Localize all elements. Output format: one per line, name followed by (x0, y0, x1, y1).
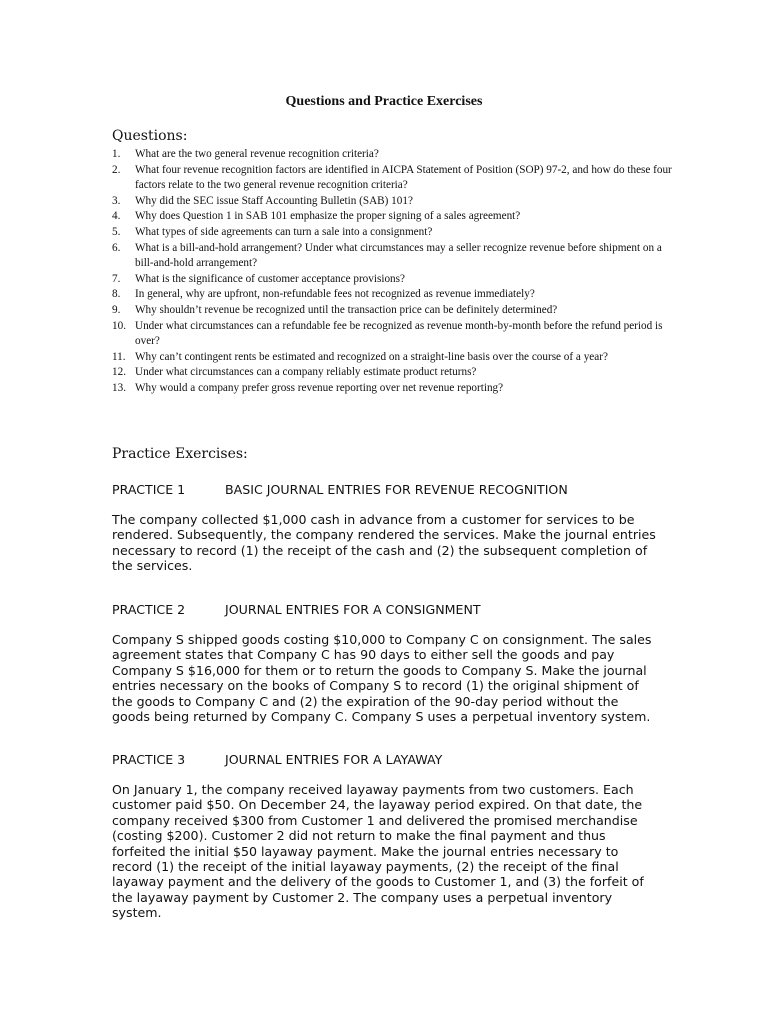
question-number: 3. (112, 194, 121, 207)
question-item (112, 287, 672, 303)
question-item (112, 303, 672, 319)
question-item (112, 350, 672, 366)
question-text: Under what circumstances can a company reliably estimate product returns? (135, 366, 477, 379)
practice-exercises-heading: Practice Exercises: (112, 446, 248, 462)
question-number: 11. (112, 350, 126, 363)
question-text: What types of side agreements can turn a sale into a consignment? (135, 225, 433, 238)
question-number: 9. (112, 303, 121, 316)
question-number: 4. (112, 210, 121, 223)
practice-label: PRACTICE 3 (112, 752, 186, 767)
question-number: 6. (112, 241, 121, 254)
practice-label: PRACTICE 2 (112, 602, 186, 617)
question-item (112, 163, 672, 194)
question-text: Why can’t contingent rents be estimated and recognized on a straight-line basis over the course of a year? (135, 350, 608, 363)
practice-title: JOURNAL ENTRIES FOR A LAYAWAY (225, 752, 443, 767)
question-text: In general, why are upfront, non-refundable fees not recognized as revenue immediately? (135, 288, 535, 301)
question-text: Under what circumstances can a refundable fee be recognized as revenue month-by-month before the refund period is over? (135, 319, 663, 348)
question-item (112, 194, 672, 210)
page-title: Questions and Practice Exercises (285, 94, 483, 109)
question-item (112, 381, 672, 397)
question-number: 7. (112, 272, 121, 285)
practice-label: PRACTICE 1 (112, 482, 186, 497)
practice-2-heading (112, 602, 481, 617)
question-text: Why does Question 1 in SAB 101 emphasize the proper signing of a sales agreement? (135, 210, 521, 223)
question-item (112, 365, 672, 381)
practice-title: JOURNAL ENTRIES FOR A CONSIGNMENT (225, 602, 481, 617)
practice-1-body: The company collected $1,000 cash in advance from a customer for services to be rendered. Subsequently, the company rendered the services. Make the journal entries necessary to record (1) the receipt of the cash and (2) the subsequent completion of the services. (112, 512, 656, 574)
question-item (112, 209, 672, 225)
question-number: 10. (112, 319, 126, 332)
practice-3-body: On January 1, the company received layaway payments from two customers. Each customer paid $50. On December 24, the layaway period expired. On that date, the company received $300 from Customer 1 and delivered the promised merchandise (costing $200). Customer 2 did not return to make the final payment and thus forfeited the initial $50 layaway payment. Make the journal entries necessary to record (1) the receipt of the initial layaway payments, (2) the receipt of the final layaway payment and the delivery of the goods to Customer 1, and (3) the forfeit of the layaway payment by Customer 2. The company uses a perpetual inventory system. (112, 782, 644, 921)
question-item (112, 225, 672, 241)
question-text: Why did the SEC issue Staff Accounting Bulletin (SAB) 101? (135, 194, 413, 207)
practice-1-heading (112, 482, 568, 497)
question-text: What is a bill-and-hold arrangement? Under what circumstances may a seller recognize revenue before shipment on a bill-and-hold arrangement? (135, 241, 662, 270)
question-number: 1. (112, 148, 121, 160)
practice-3-heading (112, 752, 442, 767)
question-item (112, 319, 672, 350)
question-text: Why shouldn’t revenue be recognized until the transaction price can be definitely determined? (135, 303, 558, 316)
questions-list (112, 147, 672, 397)
question-number: 2. (112, 163, 121, 176)
question-item (112, 272, 672, 288)
question-number: 13. (112, 381, 126, 394)
question-text: Why would a company prefer gross revenue reporting over net revenue reporting? (135, 381, 504, 394)
practice-2-body: Company S shipped goods costing $10,000 to Company C on consignment. The sales agreement states that Company C has 90 days to either sell the goods and pay Company S $16,000 for them or to return the goods to Company S. Make the journal entries necessary on the books of Company S to record (1) the original shipment of the goods to Company C and (2) the expiration of the 90-day period without the goods being returned by Company C. Company S uses a perpetual inventory system. (112, 632, 652, 725)
question-item (112, 147, 672, 163)
question-text: What four revenue recognition factors are identified in AICPA Statement of Position (SOP) 97-2, and how do these four factors relate to the two general revenue recognition criteria? (135, 163, 672, 192)
practice-title: BASIC JOURNAL ENTRIES FOR REVENUE RECOGNITION (225, 482, 568, 497)
questions-heading: Questions: (112, 128, 188, 144)
question-text: What is the significance of customer acceptance provisions? (135, 272, 405, 285)
question-item (112, 241, 672, 272)
question-number: 12. (112, 366, 126, 379)
question-number: 8. (112, 288, 121, 301)
question-number: 5. (112, 225, 121, 238)
question-text: What are the two general revenue recognition criteria? (135, 148, 379, 160)
